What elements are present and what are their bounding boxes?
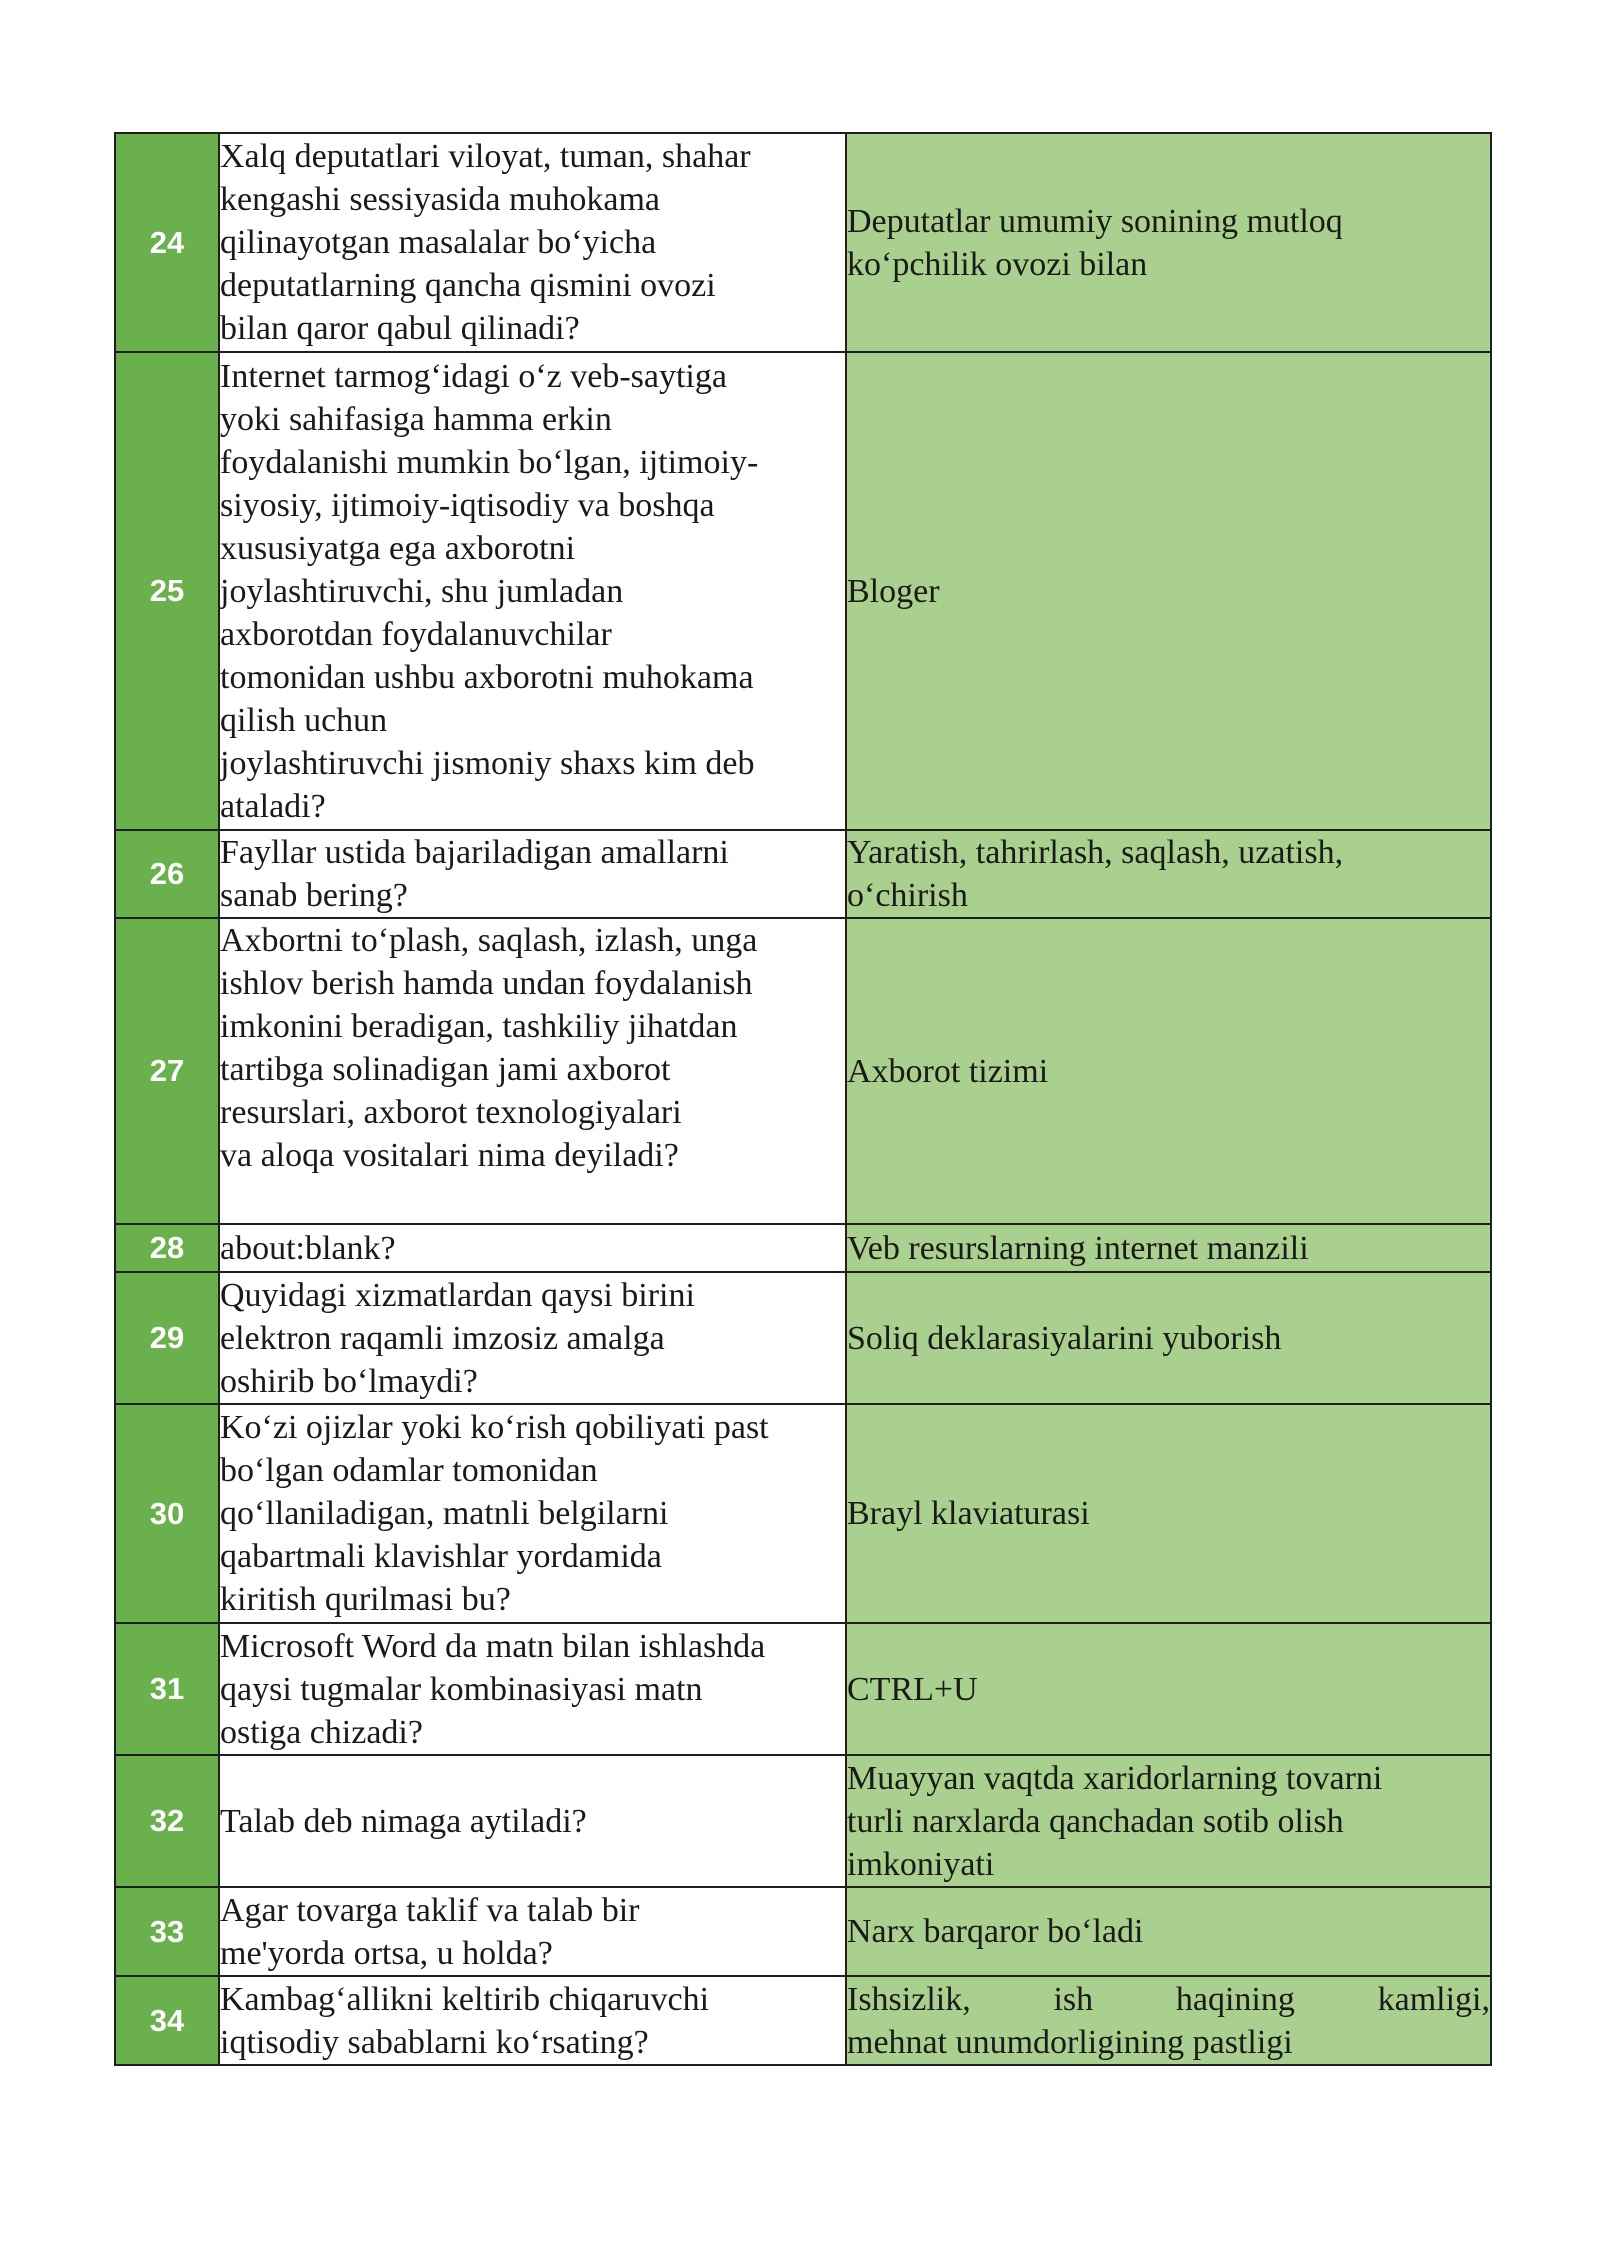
question-line: iqtisodiy sabablarni ko‘rsating? (220, 2023, 649, 2061)
question-line: axborotdan foydalanuvchilar (220, 615, 612, 653)
row-number: 32 (115, 1755, 219, 1887)
answer-line: turli narxlarda qanchadan sotib olish (847, 1802, 1344, 1840)
answer-line: Muayyan vaqtda xaridorlarning tovarni (847, 1759, 1383, 1797)
question-line: siyosiy, ijtimoiy-iqtisodiy va boshqa (220, 486, 715, 524)
question-line: foydalanishi mumkin bo‘lgan, ijtimoiy- (220, 443, 759, 481)
row-number: 33 (115, 1887, 219, 1976)
question-cell (219, 1976, 846, 2065)
question-cell (219, 1224, 846, 1272)
question-line: ataladi? (220, 787, 326, 825)
answer-cell (846, 1404, 1491, 1623)
answer-line: Narx barqaror bo‘ladi (847, 1913, 1144, 1950)
row-number: 25 (115, 352, 219, 830)
answer-line: CTRL+U (847, 1670, 978, 1708)
table-row (115, 1272, 1491, 1404)
row-number: 24 (115, 133, 219, 352)
question-line: yoki sahifasiga hamma erkin (220, 400, 612, 438)
row-number: 34 (115, 1976, 219, 2065)
question-line: about:blank? (220, 1229, 396, 1267)
question-line: sanab bering? (220, 877, 408, 914)
table-row (115, 1887, 1491, 1976)
question-line: va aloqa vositalari nima deyiladi? (220, 1137, 679, 1174)
answer-cell (846, 352, 1491, 830)
answer-line: Brayl klaviaturasi (847, 1495, 1090, 1532)
answer-line: Deputatlar umumiy sonining mutloq (847, 202, 1343, 240)
answer-line: mehnat unumdorligining pastligi (847, 2023, 1293, 2061)
table-row (115, 1755, 1491, 1887)
answer-line: Veb resurslarning internet manzili (847, 1229, 1309, 1267)
row-number: 29 (115, 1272, 219, 1404)
question-line: Internet tarmog‘idagi o‘z veb-saytiga (220, 357, 727, 395)
question-cell (219, 133, 846, 352)
question-line: kiritish qurilmasi bu? (220, 1581, 511, 1618)
qa-table (114, 132, 1492, 2066)
question-line: Talab deb nimaga aytiladi? (220, 1802, 587, 1840)
question-cell (219, 1623, 846, 1755)
question-cell (219, 1404, 846, 1623)
answer-line: Axborot tizimi (847, 1052, 1049, 1090)
question-line: tomonidan ushbu axborotni muhokama (220, 658, 754, 696)
question-line: elektron raqamli imzosiz amalga (220, 1319, 665, 1357)
question-line: Fayllar ustida bajariladigan amallarni (220, 834, 729, 871)
row-number: 31 (115, 1623, 219, 1755)
answer-line: imkoniyati (847, 1845, 995, 1883)
answer-cell (846, 1623, 1491, 1755)
question-line: Quyidagi xizmatlardan qaysi birini (220, 1276, 695, 1314)
answer-line: ko‘pchilik ovozi bilan (847, 245, 1148, 283)
answer-line: Soliq deklarasiyalarini yuborish (847, 1319, 1282, 1357)
question-line: Agar tovarga taklif va talab bir (220, 1891, 640, 1929)
question-line: me'yorda ortsa, u holda? (220, 1934, 553, 1972)
question-line: resurslari, axborot texnologiyalari (220, 1094, 682, 1131)
question-line: qaysi tugmalar kombinasiyasi matn (220, 1670, 703, 1708)
table-row (115, 1623, 1491, 1755)
row-number: 27 (115, 918, 219, 1224)
answer-line: Bloger (847, 572, 940, 610)
question-line: ishlov berish hamda undan foydalanish (220, 965, 753, 1002)
table-row (115, 133, 1491, 352)
question-line: qo‘llaniladigan, matnli belgilarni (220, 1495, 669, 1532)
qa-table-body (115, 133, 1491, 2065)
question-line: kengashi sessiyasida muhokama (220, 181, 661, 218)
question-line: Ko‘zi ojizlar yoki ko‘rish qobiliyati past (220, 1409, 769, 1446)
table-row (115, 352, 1491, 830)
question-line: xususiyatga ega axborotni (220, 529, 576, 567)
question-line: qilinayotgan masalalar bo‘yicha (220, 224, 657, 261)
question-line: qabartmali klavishlar yordamida (220, 1538, 662, 1575)
table-row (115, 1976, 1491, 2065)
question-line: joylashtiruvchi jismoniy shaxs kim deb (220, 744, 755, 782)
answer-line: Yaratish, tahrirlash, saqlash, uzatish, (847, 834, 1344, 871)
row-number: 30 (115, 1404, 219, 1623)
answer-cell (846, 1887, 1491, 1976)
question-line: oshirib bo‘lmaydi? (220, 1362, 478, 1400)
question-line: imkonini beradigan, tashkiliy jihatdan (220, 1008, 738, 1045)
question-cell (219, 830, 846, 918)
question-cell (219, 352, 846, 830)
answer-cell (846, 1224, 1491, 1272)
answer-line: Ishsizlik, ish haqining kamligi, (847, 1980, 1490, 2018)
row-number: 28 (115, 1224, 219, 1272)
question-line: joylashtiruvchi, shu jumladan (220, 572, 624, 610)
question-line: bilan qaror qabul qilinadi? (220, 310, 580, 347)
question-line: Xalq deputatlari viloyat, tuman, shahar (220, 138, 751, 175)
table-row (115, 918, 1491, 1224)
row-number: 26 (115, 830, 219, 918)
question-line: bo‘lgan odamlar tomonidan (220, 1452, 598, 1489)
question-line: deputatlarning qancha qismini ovozi (220, 267, 716, 304)
question-line: ostiga chizadi? (220, 1713, 423, 1751)
question-cell (219, 918, 846, 1224)
table-row (115, 1224, 1491, 1272)
answer-cell (846, 1272, 1491, 1404)
answer-line: o‘chirish (847, 877, 968, 914)
answer-cell (846, 1976, 1491, 2065)
question-line: Kambag‘allikni keltirib chiqaruvchi (220, 1980, 710, 2018)
question-cell (219, 1887, 846, 1976)
question-line: tartibga solinadigan jami axborot (220, 1051, 671, 1088)
table-row (115, 1404, 1491, 1623)
question-cell (219, 1272, 846, 1404)
question-cell (219, 1755, 846, 1887)
answer-cell (846, 133, 1491, 352)
answer-cell (846, 918, 1491, 1224)
answer-cell (846, 830, 1491, 918)
question-line: Microsoft Word da matn bilan ishlashda (220, 1627, 766, 1665)
question-line: Axbortni to‘plash, saqlash, izlash, unga (220, 922, 758, 959)
question-line: qilish uchun (220, 701, 388, 739)
table-row (115, 830, 1491, 918)
answer-cell (846, 1755, 1491, 1887)
